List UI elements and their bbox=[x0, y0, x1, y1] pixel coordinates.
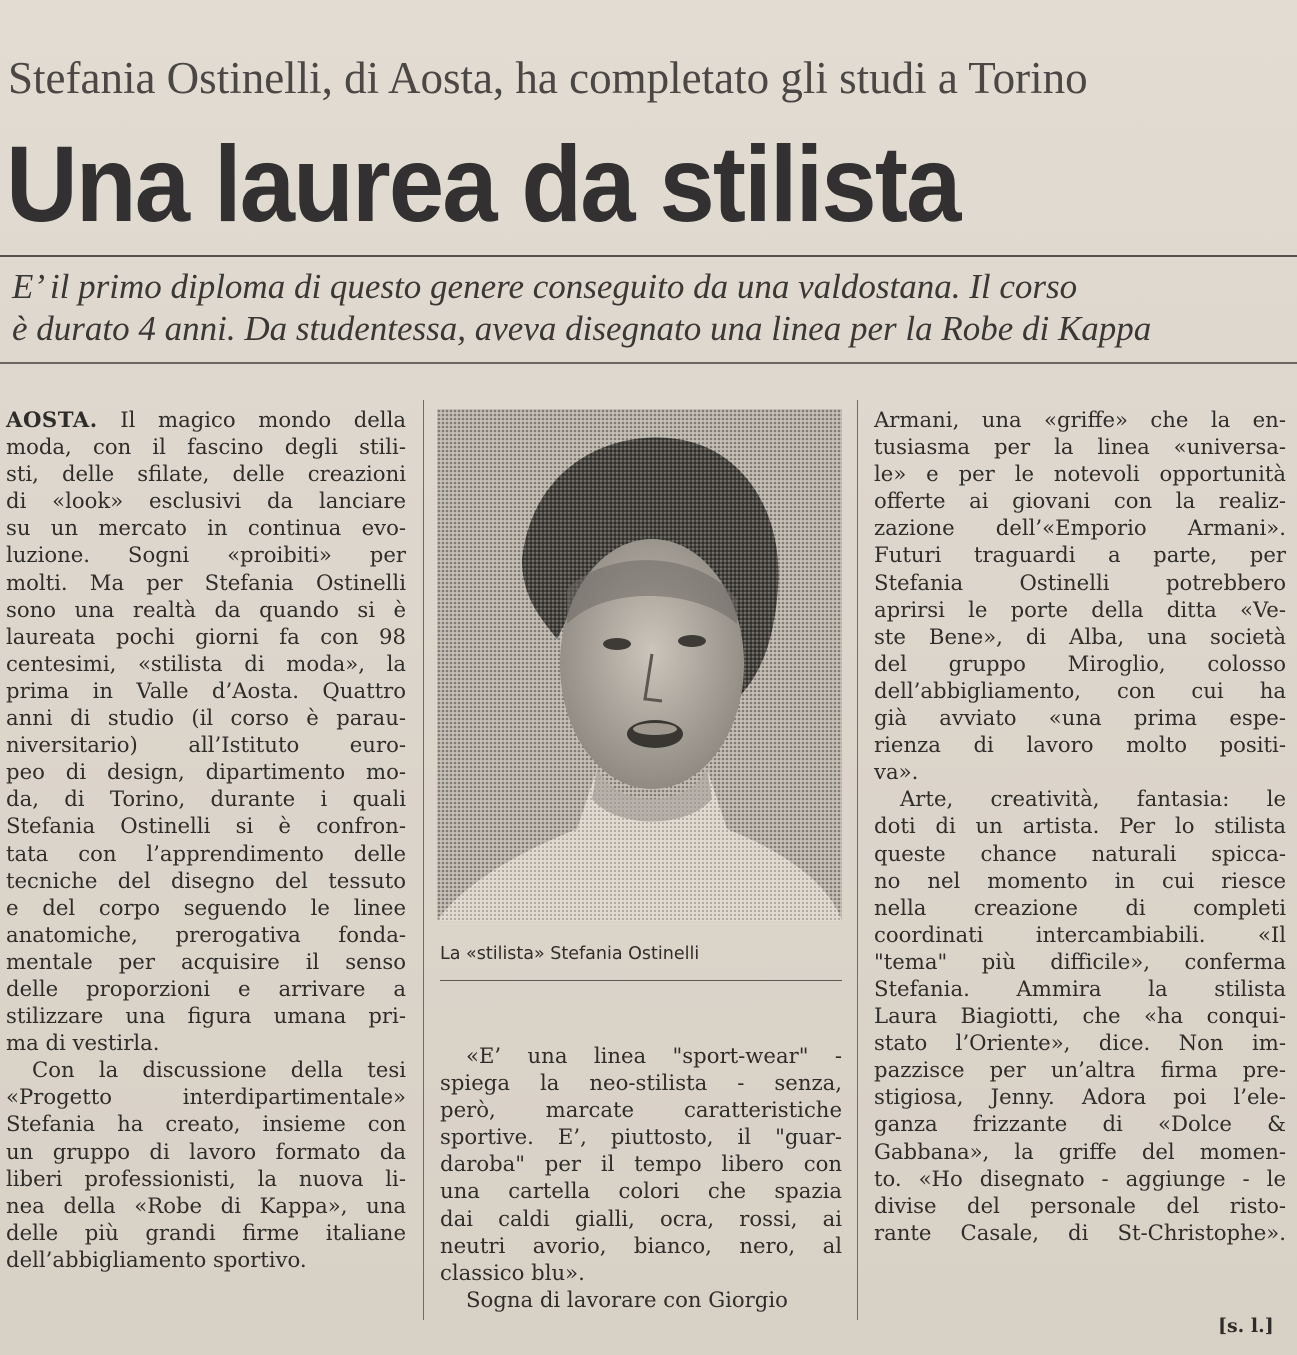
column-line: niversitario) all’Istituto euro- bbox=[6, 732, 406, 758]
column-line: aprirsi le porte della ditta «Ve- bbox=[874, 596, 1286, 622]
column-line: spiega la neo-stilista - senza, bbox=[440, 1070, 842, 1096]
column-line: AOSTA. Il magico mondo della bbox=[6, 407, 406, 432]
column-line: un gruppo di lavoro formato da bbox=[6, 1138, 406, 1164]
column-line: di «look» esclusivi da lanciare bbox=[6, 488, 406, 514]
column-line: sono una realtà da quando si è bbox=[6, 596, 406, 622]
column-line: sti, delle sfilate, delle creazioni bbox=[6, 461, 406, 487]
dateline: AOSTA. bbox=[6, 407, 98, 432]
column-line: nella creazione di completi bbox=[874, 894, 1286, 920]
column-line: le» e per le notevoli opportunità bbox=[874, 461, 1286, 487]
portrait-photo bbox=[437, 409, 842, 921]
column-line: rante Casale, di St-Christophe». bbox=[874, 1219, 1286, 1245]
column-line: no nel momento in cui riesce bbox=[874, 867, 1286, 893]
column-line: to. «Ho disegnato - aggiunge - le bbox=[874, 1165, 1286, 1191]
column-line: doti di un artista. Per lo stilista bbox=[874, 813, 1286, 839]
article-subheadline bbox=[12, 266, 1272, 350]
column-line: classico blu». bbox=[440, 1259, 585, 1285]
column-line: anatomiche, prerogativa fonda- bbox=[6, 921, 406, 947]
column-line: una cartella colori che spazia bbox=[440, 1178, 842, 1204]
column-line: tusiasma per la linea «universa- bbox=[874, 434, 1286, 460]
column-line: ganza frizzante di «Dolce & bbox=[874, 1111, 1286, 1137]
column-line: va». bbox=[874, 759, 919, 785]
column-line: moda, con il fascino degli stili- bbox=[6, 434, 406, 460]
column-line: zazione dell’«Emporio Armani». bbox=[874, 515, 1286, 541]
photo-caption: La «stilista» Stefania Ostinelli bbox=[440, 944, 700, 964]
column-line: «Progetto interdipartimentale» bbox=[6, 1084, 406, 1110]
column-line: anni di studio (il corso è parau- bbox=[6, 705, 406, 731]
column-divider bbox=[857, 400, 858, 1320]
subheadline-line: E’ il primo diploma di questo genere conseguito da una valdostana. Il corso bbox=[12, 267, 1078, 306]
caption-rule bbox=[440, 980, 842, 981]
column-line: però, marcate caratteristiche bbox=[440, 1097, 842, 1123]
column-line: liberi professionisti, la nuova li- bbox=[6, 1165, 406, 1191]
column-line: stigiosa, Jenny. Adora poi l’ele- bbox=[874, 1084, 1286, 1110]
column-line: pazzisce per un’altra firma pre- bbox=[874, 1057, 1286, 1083]
column-line: Arte, creatività, fantasia: le bbox=[900, 786, 1286, 812]
column-line: già avviato «una prima espe- bbox=[874, 705, 1286, 731]
column-line: Con la discussione della tesi bbox=[32, 1057, 406, 1083]
article-column-2 bbox=[440, 1042, 842, 1313]
article-headline: Una laurea da stilista bbox=[6, 123, 960, 244]
column-line: prima in Valle d’Aosta. Quattro bbox=[6, 677, 406, 703]
headline-rule bbox=[0, 255, 1297, 257]
column-line: divise del personale del risto- bbox=[874, 1192, 1286, 1218]
column-line: dell’abbigliamento sportivo. bbox=[6, 1246, 307, 1272]
subheadline-line: è durato 4 anni. Da studentessa, aveva disegnato una linea per la Robe di Kappa bbox=[12, 309, 1152, 348]
column-line: Stefania Ostinelli potrebbero bbox=[874, 569, 1286, 595]
portrait-photo-image bbox=[437, 409, 842, 921]
column-line: tata con l’apprendimento delle bbox=[6, 840, 406, 866]
column-line: molti. Ma per Stefania Ostinelli bbox=[6, 569, 406, 595]
column-line: delle più grandi firme italiane bbox=[6, 1219, 406, 1245]
column-line: tecniche del disegno del tessuto bbox=[6, 867, 406, 893]
column-line: rienza di lavoro molto positi- bbox=[874, 732, 1286, 758]
column-line: "tema" più difficile», conferma bbox=[874, 948, 1286, 974]
column-line: «E’ una linea "sport-wear" - bbox=[466, 1043, 842, 1068]
author-signature: [s. l.] bbox=[1218, 1315, 1274, 1337]
column-line: dai caldi gialli, ocra, rossi, ai bbox=[440, 1205, 842, 1231]
column-line: offerte ai giovani con la realiz- bbox=[874, 488, 1286, 514]
column-line: dell’abbigliamento, con cui ha bbox=[874, 677, 1286, 703]
article-column-1 bbox=[6, 406, 406, 1273]
column-line: laureata pochi giorni fa con 98 bbox=[6, 623, 406, 649]
column-line: stato l’Oriente», dice. Non im- bbox=[874, 1030, 1286, 1056]
column-line: Gabbana», la griffe del momen- bbox=[874, 1138, 1286, 1164]
column-line: mentale per acquisire il senso bbox=[6, 948, 406, 974]
column-line: delle proporzioni e arrivare a bbox=[6, 975, 406, 1001]
column-line: daroba" per il tempo libero con bbox=[440, 1151, 842, 1177]
column-divider bbox=[423, 400, 424, 1320]
column-line: Laura Biagiotti, che «ha conqui- bbox=[874, 1003, 1286, 1029]
article-column-3 bbox=[874, 406, 1286, 1246]
article-kicker: Stefania Ostinelli, di Aosta, ha completato gli studi a Torino bbox=[8, 53, 1088, 103]
column-line: su un mercato in continua evo- bbox=[6, 515, 406, 541]
column-line: da, di Torino, durante i quali bbox=[6, 786, 406, 812]
column-line: Stefania ha creato, insieme con bbox=[6, 1111, 406, 1137]
subheadline-rule bbox=[0, 362, 1297, 364]
column-line: nea della «Robe di Kappa», una bbox=[6, 1192, 406, 1218]
column-line: neutri avorio, bianco, nero, al bbox=[440, 1232, 842, 1258]
column-line: centesimi, «stilista di moda», la bbox=[6, 650, 406, 676]
column-line: Futuri traguardi a parte, per bbox=[874, 542, 1286, 568]
column-line: e del corpo seguendo le linee bbox=[6, 894, 406, 920]
column-line: queste chance naturali spicca- bbox=[874, 840, 1286, 866]
bleed-through-print bbox=[1177, 150, 1297, 230]
column-line: peo di design, dipartimento mo- bbox=[6, 759, 406, 785]
column-line: luzione. Sogni «proibiti» per bbox=[6, 542, 406, 568]
column-line: Stefania Ostinelli si è confron- bbox=[6, 813, 406, 839]
column-line: coordinati intercambiabili. «Il bbox=[874, 921, 1286, 947]
column-line: del gruppo Miroglio, colosso bbox=[874, 650, 1286, 676]
column-line: Sogna di lavorare con Giorgio bbox=[466, 1286, 788, 1312]
column-line: stilizzare una figura umana pri- bbox=[6, 1003, 406, 1029]
column-line: Armani, una «griffe» che la en- bbox=[874, 407, 1286, 432]
column-line: sportive. E’, piuttosto, il "guar- bbox=[440, 1124, 842, 1150]
column-line: ma di vestirla. bbox=[6, 1030, 160, 1056]
column-line: ste Bene», di Alba, una società bbox=[874, 623, 1286, 649]
column-line: Stefania. Ammira la stilista bbox=[874, 975, 1286, 1001]
